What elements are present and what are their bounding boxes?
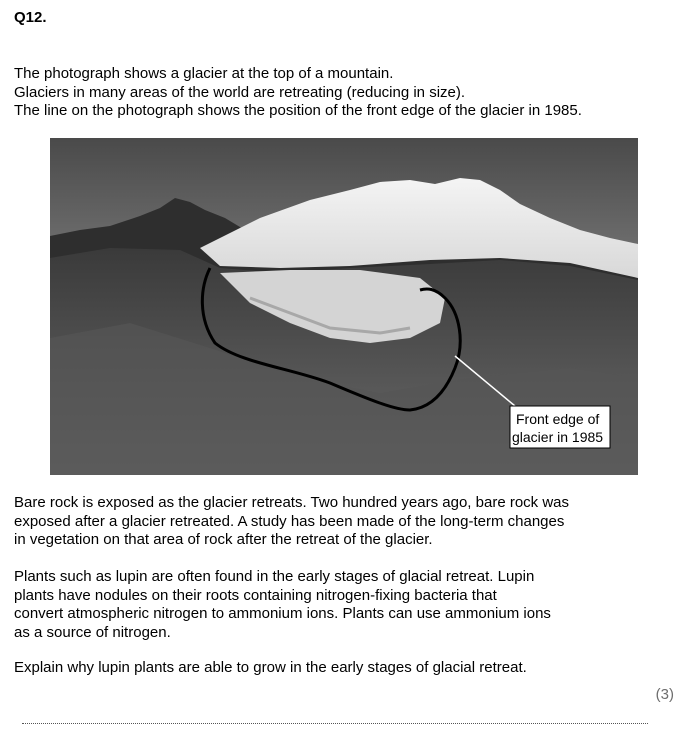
intro-line: The photograph shows a glacier at the top of a mountain. [14,65,394,82]
photo-label-line1: Front edge of [516,411,600,427]
paragraph-line: convert atmospheric nitrogen to ammonium ions. Plants can use ammonium ions [14,605,551,622]
paragraph-line: Bare rock is exposed as the glacier retreats. Two hundred years ago, bare rock was [14,494,570,511]
glacier-photograph [50,138,638,475]
paragraph-lupin [14,568,634,642]
paragraph-line: as a source of nitrogen. [14,623,171,641]
intro-line: The line on the photograph shows the position of the front edge of the glacier in 1985. [14,102,582,119]
question-prompt [14,659,634,678]
paragraph-line: plants have nodules on their roots containing nitrogen-fixing bacteria that [14,586,497,604]
paragraph-line: exposed after a glacier retreated. A study has been made of the long-term changes [14,512,565,530]
paragraph-line: Plants such as lupin are often found in the early stages of glacial retreat. Lupin [14,568,535,585]
prompt-line: Explain why lupin plants are able to grow in the early stages of glacial retreat. [14,659,527,676]
paragraph-retreat [14,494,634,550]
paragraph-line: in vegetation on that area of rock after the retreat of the glacier. [14,531,433,548]
answer-line[interactable] [22,722,648,724]
question-intro [14,65,674,121]
marks-available: (3) [655,686,674,703]
question-number: Q12. [14,9,47,26]
intro-line: Glaciers in many areas of the world are retreating (reducing in size). [14,83,466,101]
photo-label-line2: glacier in 1985 [512,429,604,445]
